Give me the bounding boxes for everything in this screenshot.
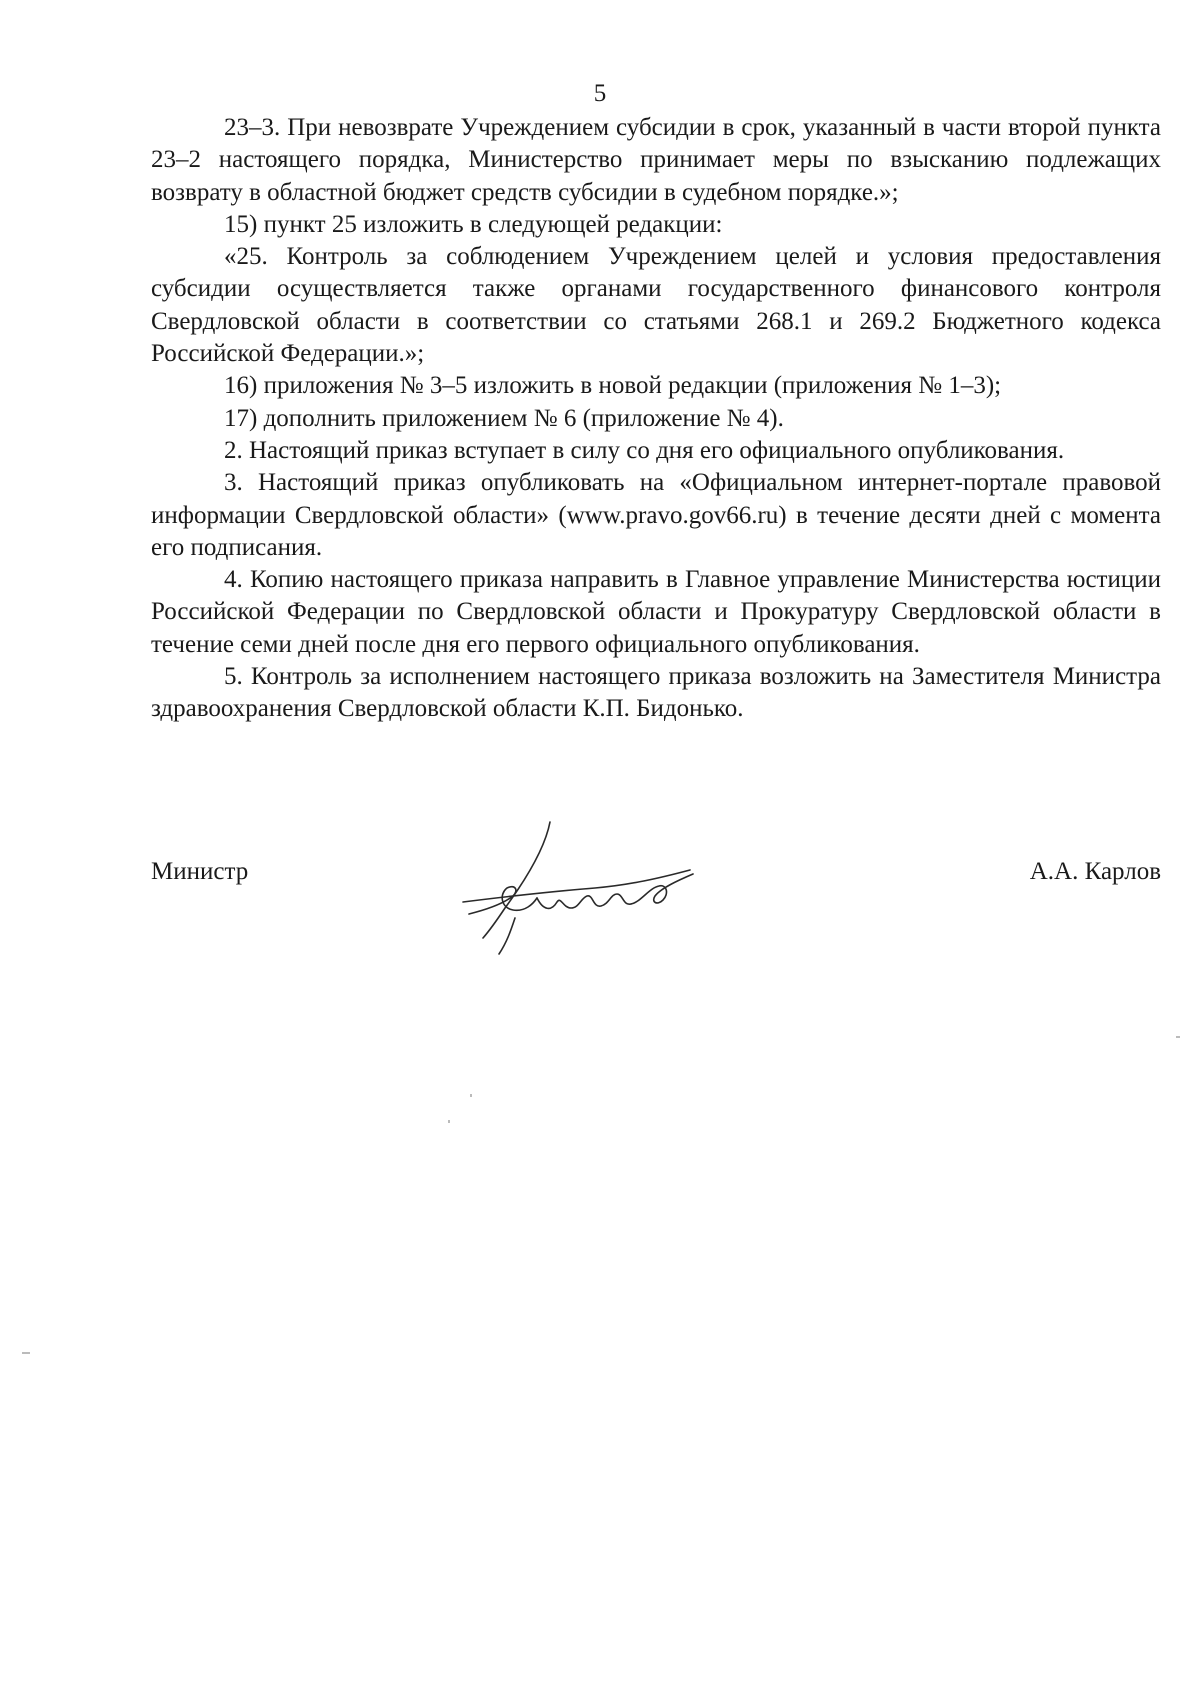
scan-speck [448, 1120, 450, 1123]
signatory-position: Министр [151, 858, 249, 885]
scan-speck [22, 1352, 30, 1354]
paragraph-25: «25. Контроль за соблюдением Учреждением целей и условия предоставления субсидии осуществляется также органами государственного финансового контроля Свердловской области в соответствии со статьями 268.1 и 269.2 Бюджетного кодекса Российской Федерации.»; [151, 243, 1161, 368]
page-number: 5 [593, 80, 607, 107]
paragraph-2: 2. Настоящий приказ вступает в силу со дня его официального опубликования. [224, 436, 1065, 464]
handwritten-signature [455, 818, 735, 958]
paragraph-item-16: 16) приложения № 3–5 изложить в новой редакции (приложения № 1–3); [224, 372, 1002, 400]
signatory-name: А.А. Карлов [1029, 858, 1161, 885]
document-body [151, 112, 1161, 726]
paragraph-23-3: 23–3. При невозврате Учреждением субсидии в срок, указанный в части второй пункта 23–2 настоящего порядка, Министерство принимает меры по взысканию подлежащих возврату в областной бюджет средств субсидии в судебном порядке.»; [151, 114, 1161, 206]
scan-speck [1176, 1036, 1180, 1038]
paragraph-4: 4. Копию настоящего приказа направить в Главное управление Министерства юстиции Российской Федерации по Свердловской области и Прокуратуру Свердловской области в течение семи дней после дня его первого официального опубликования. [151, 566, 1161, 658]
paragraph-item-15: 15) пункт 25 изложить в следующей редакции: [224, 210, 723, 238]
paragraph-item-17: 17) дополнить приложением № 6 (приложение № 4). [224, 404, 784, 432]
paragraph-3: 3. Настоящий приказ опубликовать на «Официальном интернет-портале правовой информации Свердловской области» (www.pravo.gov66.ru) в течение десяти дней с момента его подписания. [151, 469, 1161, 561]
scan-speck [470, 1094, 472, 1097]
paragraph-5: 5. Контроль за исполнением настоящего приказа возложить на Заместителя Министра здравоохранения Свердловской области К.П. Бидонько. [151, 663, 1161, 723]
